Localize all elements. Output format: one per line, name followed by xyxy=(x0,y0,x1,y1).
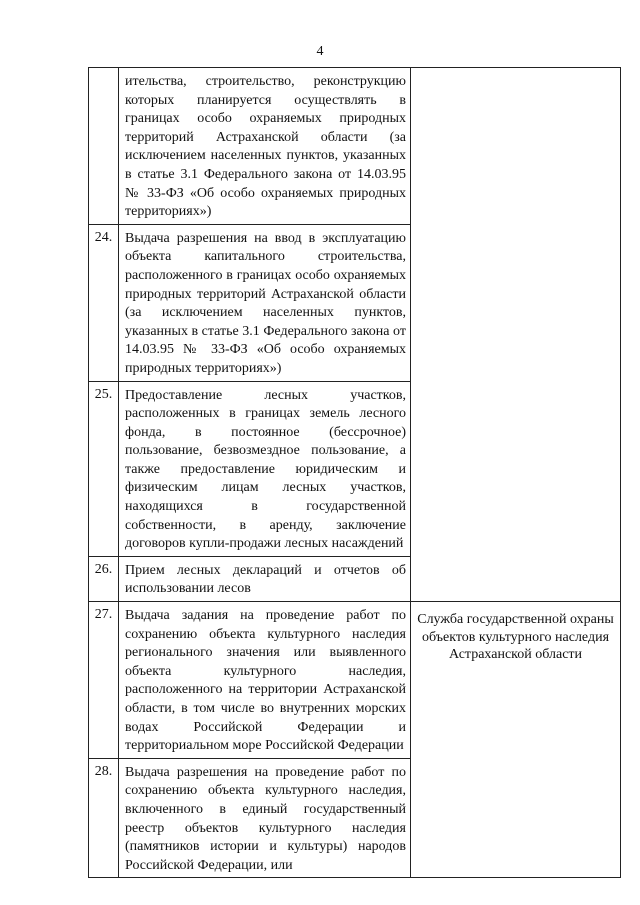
service-text: Прием лесных деклараций и отчетов об использовании лесов xyxy=(125,562,406,597)
row-number-cell xyxy=(89,224,119,381)
service-text: Выдача задания на проведение работ по сохранению объекта культурного наследия регионального значения или выявленного объекта культурного наследия, расположенного на территории Астраханской области, в том числе во внутренних морских водах Российской Федерации и территориальном море Российской Федерации xyxy=(125,608,406,754)
service-cell xyxy=(119,224,411,381)
row-number-cell xyxy=(89,602,119,759)
row-number: 25. xyxy=(94,386,113,402)
row-number-cell xyxy=(89,556,119,601)
row-number: 24. xyxy=(94,229,113,245)
services-table xyxy=(88,67,621,878)
page-number: 4 xyxy=(316,44,324,59)
service-text: Предоставление лесных участков, расположенных в границах земель лесного фонда, в постоянное (бессрочное) пользование, безвозмездное пользование, а также предоставление юридическим и физическим лицам лесных участков, находящихся в государственной собственности, в аренду, заключение договоров купли-продажи лесных насаждений xyxy=(125,387,406,552)
service-cell xyxy=(119,68,411,225)
table-row xyxy=(89,602,621,759)
organization-cell xyxy=(411,602,621,878)
row-number: 26. xyxy=(94,561,113,577)
service-cell xyxy=(119,381,411,556)
row-number-cell xyxy=(89,68,119,225)
service-text: Выдача разрешения на проведение работ по сохранению объекта культурного наследия, включенного в единый государственный реестр объектов культурного наследия (памятников истории и культуры) народов Российской Федерации, или xyxy=(125,764,406,873)
service-cell xyxy=(119,602,411,759)
organization-text: Служба государственной охраны объектов культурного наследия Астраханской области xyxy=(417,612,614,663)
row-number: 28. xyxy=(94,763,113,779)
table-row xyxy=(89,68,621,225)
row-number: 27. xyxy=(94,607,113,623)
row-number xyxy=(89,68,118,73)
service-cell xyxy=(119,758,411,878)
row-number-cell xyxy=(89,381,119,556)
organization-text xyxy=(411,68,620,77)
row-number-cell xyxy=(89,758,119,878)
service-text: ительства, строительство, реконструкцию которых планируется осуществлять в границах особо охраняемых природных территорий Астраханской области (за исключением населенных пунктов, указанных в статье 3.1 Федерального закона от 14.03.95 № 33-ФЗ «Об особо охраняемых природных территориях») xyxy=(125,74,406,220)
service-cell xyxy=(119,556,411,601)
organization-cell xyxy=(411,68,621,602)
service-text: Выдача разрешения на ввод в эксплуатацию объекта капитального строительства, расположенного в границах особо охраняемых природных территорий Астраханской области (за исключением населенных пунктов, указанных в статье 3.1 Федерального закона от 14.03.95 № 33-ФЗ «Об особо охраняемых природных территориях») xyxy=(125,230,406,376)
